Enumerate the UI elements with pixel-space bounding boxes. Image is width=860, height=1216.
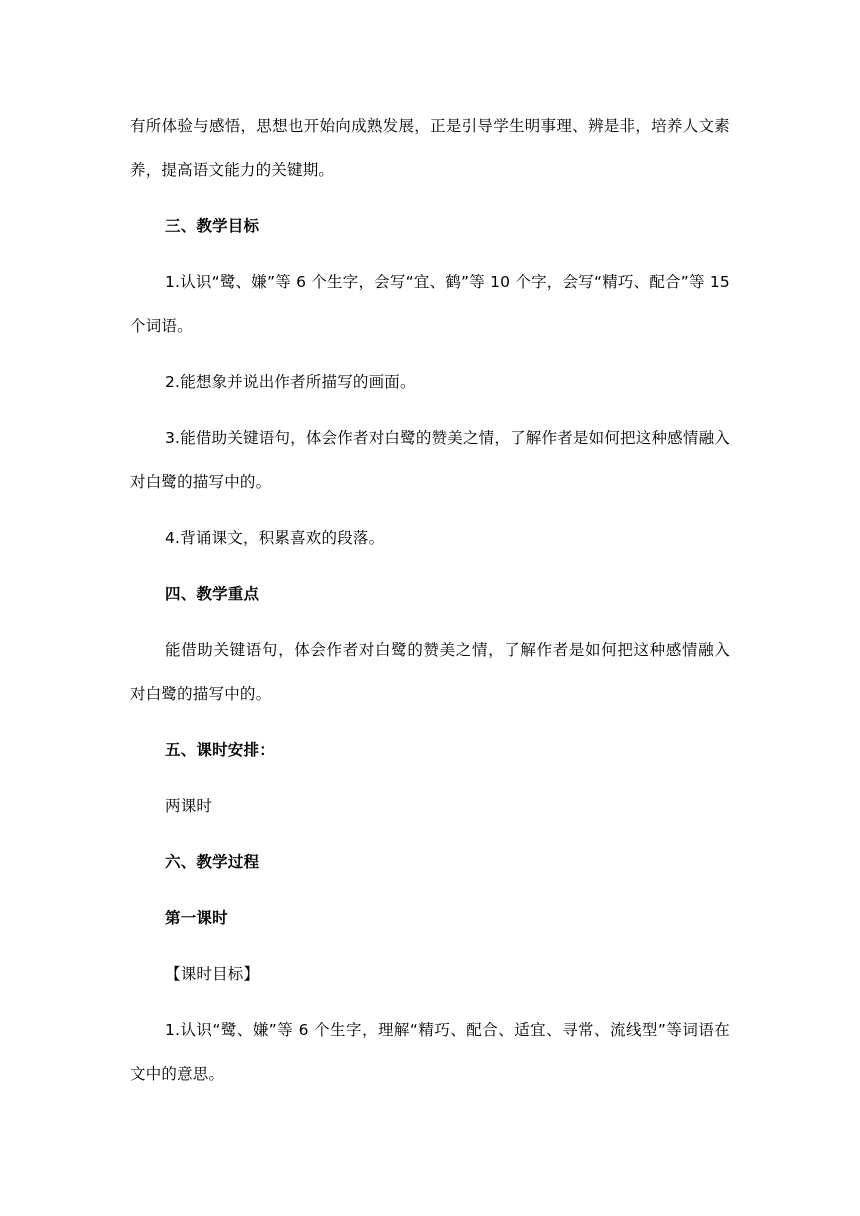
objective-2: 2.能想象并说出作者所描写的画面。 [165,373,416,391]
objective-3: 3.能借助关键语句，体会作者对白鹭的赞美之情，了解作者是如何把这种感情融入对白鹭的描写中的。 [130,429,730,491]
heading-first-lesson: 第一课时 [165,909,228,927]
lesson-objectives-label: 【课时目标】 [165,965,260,983]
lesson-objective-1: 1.认识“鹭、嫌”等 6 个生字，理解“精巧、配合、适宜、寻常、流线型”等词语在文中的意思。 [130,1021,730,1083]
heading-teaching-focus: 四、教学重点 [165,585,260,603]
class-schedule-text: 两课时 [165,797,213,815]
heading-class-schedule: 五、课时安排： [165,741,275,759]
intro-paragraph-continuation: 有所体验与感悟，思想也开始向成熟发展，正是引导学生明事理、辨是非，培养人文素养，提高语文能力的关键期。 [130,117,730,179]
heading-teaching-process: 六、教学过程 [165,853,260,871]
heading-teaching-objectives: 三、教学目标 [165,217,260,235]
objective-1: 1.认识“鹭、嫌”等 6 个生字，会写“宜、鹤”等 10 个字，会写“精巧、配合”等 15 个词语。 [130,273,730,335]
objective-4: 4.背诵课文，积累喜欢的段落。 [165,529,385,547]
teaching-focus-text: 能借助关键语句，体会作者对白鹭的赞美之情，了解作者是如何把这种感情融入对白鹭的描写中的。 [130,641,730,703]
document-page [130,104,730,1108]
